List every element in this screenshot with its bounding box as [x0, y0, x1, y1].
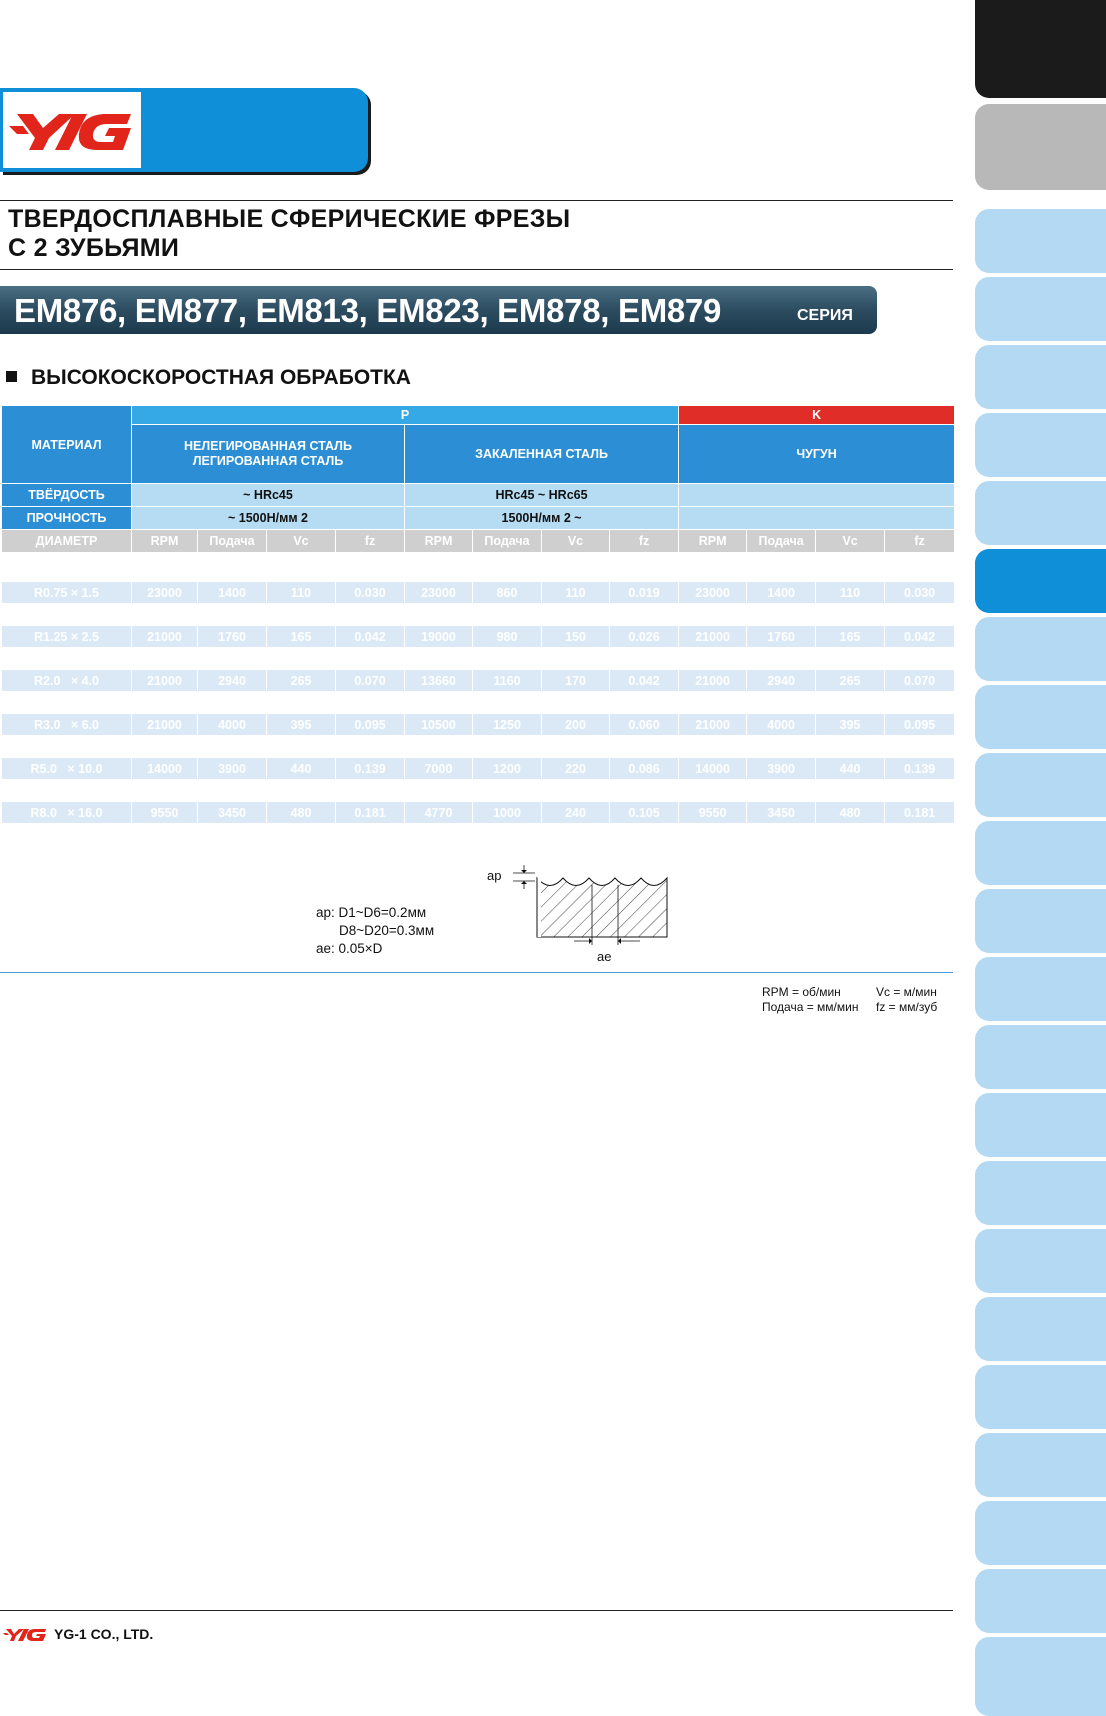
side-tab[interactable] [975, 1297, 1106, 1361]
value-cell: 23000 [405, 582, 473, 604]
value-cell: 0.042 [336, 626, 405, 648]
value-cell: 3900 [747, 780, 816, 802]
diameter-cell: R2.5 × 5.0 [2, 692, 132, 714]
note-ap-1: ap: D1~D6=0.2мм [316, 905, 427, 920]
value-cell: 16700 [679, 736, 747, 758]
value-cell: 395 [267, 714, 336, 736]
col-feed: Подача [747, 530, 816, 553]
value-cell: 6100 [405, 780, 473, 802]
value-cell: 21000 [679, 670, 747, 692]
value-cell: 0.086 [885, 692, 955, 714]
value-cell: 130 [267, 604, 336, 626]
value-cell: 1200 [473, 758, 542, 780]
value-cell: 12200 [132, 780, 198, 802]
units-legend [762, 985, 937, 1015]
company-name: YG-1 CO., LTD. [54, 1626, 154, 1642]
table-row [2, 736, 955, 758]
table-gap [2, 553, 955, 560]
yg-logo-icon [3, 92, 141, 168]
value-cell: 23000 [132, 582, 198, 604]
diameter-cell: R4.0 × 8.0 [2, 736, 132, 758]
table-row [2, 560, 955, 582]
value-cell: 395 [816, 714, 885, 736]
value-cell: 16700 [132, 736, 198, 758]
value-cell: 0.181 [336, 802, 405, 824]
value-cell: 440 [267, 758, 336, 780]
side-tab[interactable] [975, 1433, 1106, 1497]
value-cell: 0.019 [610, 582, 679, 604]
note-ap-2: D8~D20=0.3мм [339, 923, 435, 938]
value-cell: 1040 [473, 648, 542, 670]
material-3-header: ЧУГУН [679, 425, 955, 484]
value-cell: 160 [542, 648, 610, 670]
value-cell: 0.070 [885, 670, 955, 692]
diagram-ae-label: ae [597, 949, 612, 964]
value-cell: 80 [542, 560, 610, 582]
value-cell: 130 [542, 604, 610, 626]
value-cell: 3180 [198, 824, 267, 846]
series-codes: EM876, EM877, EM813, EM823, EM878, EM879 [14, 292, 722, 329]
table-row [2, 692, 955, 714]
col-fz: fz [885, 530, 955, 553]
value-cell: 480 [816, 802, 885, 824]
value-cell: 0.016 [610, 560, 679, 582]
diameter-cell: R6.0 × 12.0 [2, 780, 132, 802]
side-tab[interactable] [975, 889, 1106, 953]
table-row [2, 670, 955, 692]
value-cell: 0.035 [336, 604, 405, 626]
value-cell: 0.031 [610, 648, 679, 670]
value-cell: 1760 [747, 626, 816, 648]
side-tab[interactable] [975, 1025, 1106, 1089]
value-cell: 4770 [405, 802, 473, 824]
value-cell: 0.095 [610, 780, 679, 802]
cutting-notes [316, 904, 434, 958]
diameter-header: ДИАМЕТР [2, 530, 132, 553]
note-ae: ae: 0.05×D [316, 941, 383, 956]
value-cell: 480 [267, 802, 336, 824]
value-cell: 2940 [198, 670, 267, 692]
value-cell: 3180 [747, 824, 816, 846]
title-line-2: С 2 ЗУБЬЯМИ [8, 234, 180, 262]
value-cell: 3900 [747, 758, 816, 780]
value-cell: 7960 [679, 824, 747, 846]
cutting-data-table [1, 405, 955, 846]
table-row [2, 824, 955, 846]
value-cell: 0.030 [885, 582, 955, 604]
value-cell: 0.026 [610, 626, 679, 648]
diameter-cell: R1.0 × 2.0 [2, 604, 132, 626]
side-tab[interactable] [975, 617, 1106, 681]
value-cell: 21000 [679, 714, 747, 736]
col-vc: Vc [542, 530, 610, 553]
square-bullet-icon [6, 371, 17, 382]
strength-label: ПРОЧНОСТЬ [2, 507, 132, 530]
value-cell: 500 [816, 824, 885, 846]
value-cell: 1480 [198, 604, 267, 626]
table-row [2, 604, 955, 626]
side-tab[interactable] [975, 1637, 1106, 1716]
table-row [2, 780, 955, 802]
value-cell: 230 [542, 780, 610, 802]
value-cell: 0.120 [336, 736, 405, 758]
value-cell: 920 [473, 824, 542, 846]
value-cell: 250 [542, 824, 610, 846]
value-cell: 9550 [679, 802, 747, 824]
value-cell: 12200 [679, 780, 747, 802]
value-cell: 0.200 [885, 824, 955, 846]
value-cell: 460 [816, 780, 885, 802]
col-feed: Подача [198, 530, 267, 553]
diameter-cell: R5.0 × 10.0 [2, 758, 132, 780]
strength-3 [679, 507, 955, 530]
table-row [2, 802, 955, 824]
value-cell: 2000 [198, 648, 267, 670]
value-cell: 0.139 [885, 758, 955, 780]
diameter-cell: R10.0 × 20.0 [2, 824, 132, 846]
value-cell: 420 [267, 736, 336, 758]
side-tab[interactable] [975, 1161, 1106, 1225]
value-cell: 21000 [679, 648, 747, 670]
unit-feed: Подача = мм/мин [762, 1000, 859, 1014]
value-cell: 0.095 [885, 714, 955, 736]
value-cell: 25000 [132, 560, 198, 582]
value-cell: 21000 [405, 604, 473, 626]
value-cell: 14000 [132, 758, 198, 780]
unit-fz: fz = мм/зуб [876, 1000, 938, 1014]
value-cell: 0.035 [885, 604, 955, 626]
value-cell: 1160 [473, 780, 542, 802]
value-cell: 200 [816, 648, 885, 670]
value-cell: 0.042 [610, 670, 679, 692]
value-cell: 1760 [198, 626, 267, 648]
value-cell: 1250 [473, 714, 542, 736]
value-cell: 980 [473, 626, 542, 648]
value-cell: 4000 [747, 714, 816, 736]
side-tab[interactable] [975, 821, 1106, 885]
value-cell: 12000 [405, 692, 473, 714]
value-cell: 440 [816, 758, 885, 780]
value-cell: 265 [816, 670, 885, 692]
group-k-header: K [679, 406, 955, 425]
value-cell: 265 [267, 670, 336, 692]
value-cell: 1300 [747, 560, 816, 582]
value-cell: 200 [267, 648, 336, 670]
value-cell: 13660 [405, 670, 473, 692]
diagram-ap-label: ap [487, 868, 502, 883]
value-cell: 19000 [405, 626, 473, 648]
unit-vc: Vc = м/мин [876, 985, 937, 999]
value-cell: 0.160 [885, 780, 955, 802]
col-rpm: RPM [132, 530, 198, 553]
value-cell: 150 [542, 626, 610, 648]
col-rpm: RPM [405, 530, 473, 553]
value-cell: 1200 [473, 692, 542, 714]
group-p-header: P [132, 406, 679, 425]
value-cell: 3900 [198, 780, 267, 802]
value-cell: 0.160 [336, 780, 405, 802]
value-cell: 940 [473, 604, 542, 626]
notes-rule [0, 972, 953, 973]
value-cell: 0.200 [336, 824, 405, 846]
material-1-header [132, 425, 405, 484]
value-cell: 23000 [679, 582, 747, 604]
value-cell: 21000 [679, 626, 747, 648]
value-cell: 9550 [132, 802, 198, 824]
value-cell: 21000 [132, 714, 198, 736]
value-cell: 1480 [747, 604, 816, 626]
value-cell: 0.048 [336, 648, 405, 670]
value-cell: 0.120 [885, 736, 955, 758]
hardness-label: ТВЁРДОСТЬ [2, 484, 132, 507]
side-tab-active[interactable] [975, 549, 1106, 613]
value-cell: 0.026 [885, 560, 955, 582]
col-rpm: RPM [679, 530, 747, 553]
value-cell: 165 [816, 626, 885, 648]
value-cell: 0.095 [336, 714, 405, 736]
value-cell: 8360 [405, 736, 473, 758]
table-row [2, 582, 955, 604]
diameter-cell: R1.25 × 2.5 [2, 626, 132, 648]
material-1-line-1: НЕЛЕГИРОВАННАЯ СТАЛЬ [184, 439, 352, 453]
hardness-2: HRc45 ~ HRc65 [405, 484, 679, 507]
side-tab[interactable] [975, 753, 1106, 817]
value-cell: 4000 [198, 714, 267, 736]
material-2-header: ЗАКАЛЕННАЯ СТАЛЬ [405, 425, 679, 484]
value-cell: 0.086 [610, 758, 679, 780]
diameter-cell: R0.5 × 1.0 [2, 560, 132, 582]
value-cell: 2940 [747, 670, 816, 692]
side-tab-black[interactable] [975, 0, 1106, 98]
value-cell: 0.075 [610, 736, 679, 758]
hardness-3 [679, 484, 955, 507]
diameter-cell: R1.5 × 3.0 [2, 648, 132, 670]
side-tab[interactable] [975, 1093, 1106, 1157]
diameter-cell: R3.0 × 6.0 [2, 714, 132, 736]
side-tab[interactable] [975, 685, 1106, 749]
value-cell: 14000 [679, 758, 747, 780]
value-cell: 170 [542, 670, 610, 692]
value-cell: 0.048 [885, 648, 955, 670]
value-cell: 1400 [198, 582, 267, 604]
page-title [8, 205, 570, 263]
side-tab[interactable] [975, 209, 1106, 273]
table-row [2, 648, 955, 670]
value-cell: 25000 [679, 560, 747, 582]
value-cell: 10500 [405, 714, 473, 736]
value-cell: 3600 [747, 692, 816, 714]
diameter-cell: R2.0 × 4.0 [2, 670, 132, 692]
value-cell: 330 [267, 692, 336, 714]
value-cell: 0.022 [610, 604, 679, 626]
value-cell: 3450 [198, 802, 267, 824]
side-tab[interactable] [975, 1365, 1106, 1429]
value-cell: 4000 [747, 736, 816, 758]
material-1-line-2: ЛЕГИРОВАННАЯ СТАЛЬ [192, 454, 344, 468]
footer-rule [0, 1610, 953, 1611]
value-cell: 0.181 [885, 802, 955, 824]
title-rule-top [0, 200, 953, 201]
series-suffix: СЕРИЯ [797, 307, 853, 324]
value-cell: 0.070 [336, 670, 405, 692]
side-tabs [975, 0, 1106, 1716]
col-feed: Подача [473, 530, 542, 553]
value-cell: 2000 [747, 648, 816, 670]
value-cell: 21000 [679, 604, 747, 626]
value-cell: 1400 [747, 582, 816, 604]
value-cell: 21000 [132, 692, 198, 714]
brand-header [0, 88, 372, 176]
value-cell: 7000 [405, 758, 473, 780]
value-cell: 0.030 [336, 582, 405, 604]
table-row [2, 758, 955, 780]
value-cell: 200 [542, 714, 610, 736]
side-tab[interactable] [975, 481, 1106, 545]
strength-2: 1500Н/мм 2 ~ [405, 507, 679, 530]
value-cell: 80 [816, 560, 885, 582]
diameter-cell: R8.0 × 16.0 [2, 802, 132, 824]
value-cell: 800 [473, 560, 542, 582]
value-cell: 0.086 [336, 692, 405, 714]
side-tab[interactable] [975, 413, 1106, 477]
col-vc: Vc [816, 530, 885, 553]
value-cell: 1160 [473, 670, 542, 692]
value-cell: 110 [542, 582, 610, 604]
side-tab[interactable] [975, 345, 1106, 409]
hardness-1: ~ HRc45 [132, 484, 405, 507]
value-cell: 17000 [405, 648, 473, 670]
value-cell: 110 [816, 582, 885, 604]
side-tab-gray[interactable] [975, 104, 1106, 190]
col-fz: fz [336, 530, 405, 553]
value-cell: 80 [267, 560, 336, 582]
value-cell: 0.042 [885, 626, 955, 648]
footer-yg-logo-icon [2, 1626, 48, 1644]
value-cell: 4000 [198, 736, 267, 758]
value-cell: 0.050 [610, 692, 679, 714]
value-cell: 220 [542, 758, 610, 780]
value-cell: 500 [267, 824, 336, 846]
value-cell: 3600 [198, 692, 267, 714]
value-cell: 240 [542, 802, 610, 824]
value-cell: 25000 [405, 560, 473, 582]
side-tab[interactable] [975, 1229, 1106, 1293]
value-cell: 0.060 [610, 714, 679, 736]
value-cell: 860 [473, 582, 542, 604]
unit-rpm: RPM = об/мин [762, 985, 841, 999]
value-cell: 130 [816, 604, 885, 626]
title-line-1: ТВЕРДОСПЛАВНЫЕ СФЕРИЧЕСКИЕ ФРЕЗЫ [8, 205, 571, 233]
side-tab[interactable] [975, 1501, 1106, 1565]
value-cell: 21000 [132, 648, 198, 670]
value-cell: 460 [267, 780, 336, 802]
table-row [2, 714, 955, 736]
value-cell: 1250 [473, 736, 542, 758]
value-cell: 330 [816, 692, 885, 714]
table-row [2, 626, 955, 648]
table-body [2, 560, 955, 846]
value-cell: 1000 [473, 802, 542, 824]
brand-logo [3, 92, 141, 168]
strength-1: ~ 1500Н/мм 2 [132, 507, 405, 530]
title-rule-bottom [0, 269, 953, 270]
value-cell: 420 [816, 736, 885, 758]
value-cell: 165 [267, 626, 336, 648]
value-cell: 1300 [198, 560, 267, 582]
col-fz: fz [610, 530, 679, 553]
value-cell: 3450 [747, 802, 816, 824]
value-cell: 21000 [679, 692, 747, 714]
value-cell: 3900 [198, 758, 267, 780]
value-cell: 21000 [132, 670, 198, 692]
section-title-text: ВЫСОКОСКОРОСТНАЯ ОБРАБОТКА [31, 366, 411, 389]
value-cell: 3980 [405, 824, 473, 846]
value-cell: 0.116 [610, 824, 679, 846]
side-tab[interactable] [975, 957, 1106, 1021]
value-cell: 7960 [132, 824, 198, 846]
value-cell: 21000 [132, 626, 198, 648]
value-cell: 21000 [132, 604, 198, 626]
value-cell: 210 [542, 736, 610, 758]
col-vc: Vc [267, 530, 336, 553]
value-cell: 110 [267, 582, 336, 604]
value-cell: 0.105 [610, 802, 679, 824]
side-tab[interactable] [975, 277, 1106, 341]
section-title [6, 366, 411, 390]
value-cell: 0.139 [336, 758, 405, 780]
value-cell: 190 [542, 692, 610, 714]
material-header: МАТЕРИАЛ [2, 406, 132, 484]
side-tab[interactable] [975, 1569, 1106, 1633]
diameter-cell: R0.75 × 1.5 [2, 582, 132, 604]
value-cell: 0.026 [336, 560, 405, 582]
